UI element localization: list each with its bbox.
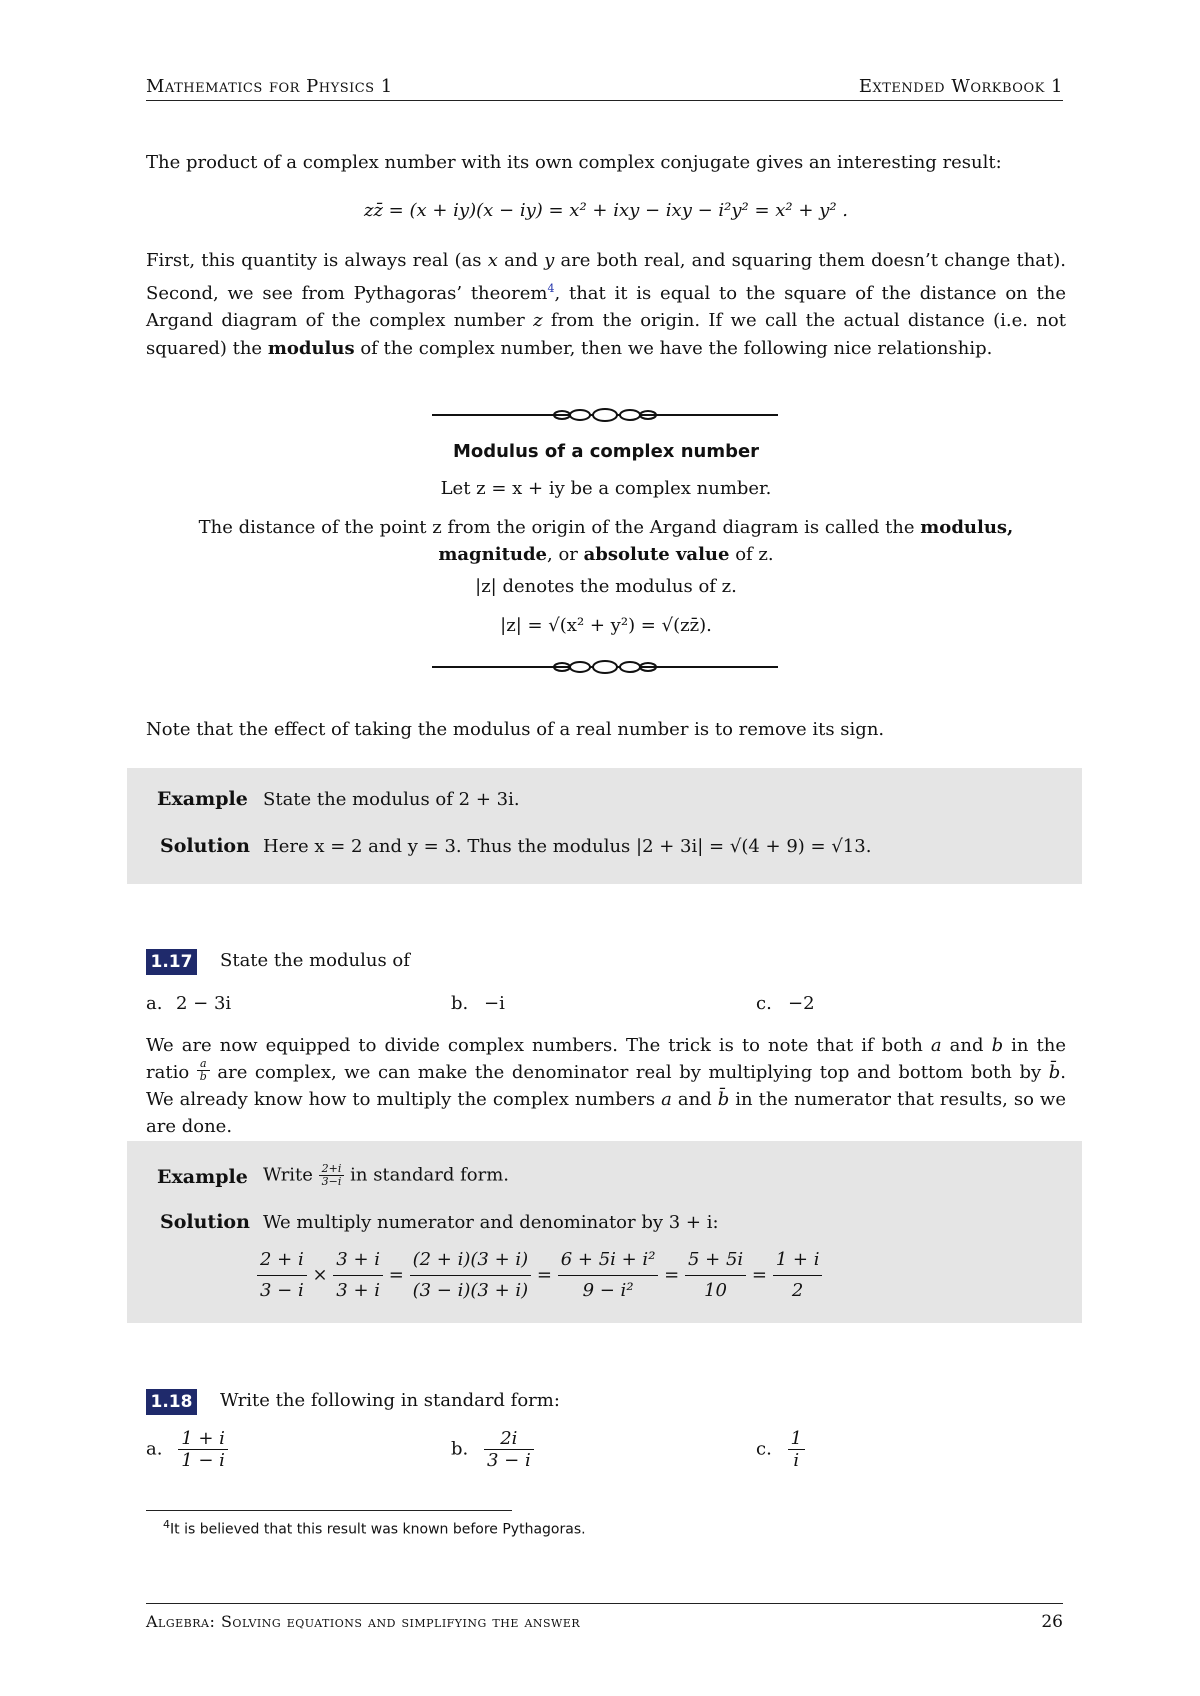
option-c-label: c.	[756, 993, 772, 1014]
definition-line-3: |z| denotes the modulus of z.	[475, 576, 737, 597]
para2-and-2: and	[671, 1089, 718, 1110]
modulus-paragraph	[146, 247, 1066, 362]
option-c-fraction	[788, 1428, 805, 1471]
para1-var-x: x	[487, 250, 498, 271]
frac-2	[333, 1245, 383, 1306]
para2-and: and	[941, 1035, 992, 1056]
ratio-fraction	[197, 1058, 210, 1083]
option-b-label: b.	[451, 993, 469, 1014]
page-number: 26	[1041, 1612, 1063, 1632]
solution-equation	[257, 1245, 822, 1306]
frac-1	[257, 1245, 307, 1306]
example-box-1	[127, 768, 1082, 884]
example-text: State the modulus of 2 + 3i.	[263, 789, 520, 810]
modulus-formula: |z| = √(x² + y²) = √(zz̄).	[500, 615, 712, 636]
example2-pre: Write	[263, 1164, 319, 1186]
frac-4-den: 9 − i²	[582, 1280, 634, 1301]
definition-line-2	[146, 514, 1066, 568]
frac-4-num: 6 + 5i + i²	[558, 1245, 659, 1276]
para1-var-z: z	[533, 310, 543, 331]
def-or: , or	[547, 544, 584, 565]
para2-var-a: a	[930, 1035, 942, 1056]
footnote-mark: 4	[163, 1518, 170, 1531]
para1-text-2: are both real, and squaring them doesn’t change that). Second, we see from Pythagoras’ theorem	[146, 250, 1067, 304]
para1-var-y: y	[544, 250, 555, 271]
example-numerator: 2+i	[319, 1163, 345, 1176]
option-a: 2 − 3i	[176, 993, 232, 1014]
solution-text: We multiply numerator and denominator by 3 + i:	[263, 1212, 719, 1233]
para1-text-5: of the complex number, then we have the following nice relationship.	[354, 337, 993, 359]
solution-label: Solution	[160, 835, 250, 857]
option-b-den: 3 − i	[486, 1450, 531, 1471]
example-fraction	[319, 1163, 345, 1188]
footnote-rule	[146, 1510, 512, 1511]
option-c: −2	[788, 993, 815, 1014]
option-c-den: i	[793, 1450, 800, 1471]
header-rule	[146, 100, 1063, 101]
example-box-2	[127, 1141, 1082, 1323]
option-b	[451, 1428, 534, 1471]
frac-5-den: 10	[704, 1280, 728, 1301]
frac-6	[773, 1245, 823, 1306]
option-a-fraction	[178, 1428, 228, 1471]
frac-4	[558, 1245, 659, 1306]
running-footer-left: Algebra: Solving equations and simplifying the answer	[146, 1612, 581, 1631]
def-of-z: of z.	[729, 544, 774, 565]
frac-1-den: 3 − i	[260, 1280, 304, 1301]
times-sign: ×	[312, 1264, 328, 1286]
definition-title: Modulus of a complex number	[452, 441, 760, 462]
option-c-label: c.	[756, 1438, 772, 1460]
equals-2: =	[536, 1264, 552, 1286]
intro-text: The product of a complex number with its own complex conjugate gives an interesting result:	[146, 152, 1002, 173]
para2-text-3: are complex, we can make the denominator real by multiplying top and bottom both by	[209, 1062, 1049, 1083]
para1-text-4: from the origin. If we call the actual distance (i.e. not squared) the	[146, 310, 1066, 359]
example-denominator: 3−i	[321, 1175, 342, 1188]
footer-rule	[146, 1603, 1063, 1604]
def-term-magnitude: magnitude	[438, 544, 548, 565]
conjugate-equation: zz̄ = (x + iy)(x − iy) = x² + ixy − ixy − i²y² = x² + y² .	[363, 200, 848, 221]
para2-var-b: b	[991, 1035, 1004, 1056]
para2-var-bbar: b̄	[1048, 1062, 1061, 1083]
option-a-label: a.	[146, 1438, 163, 1460]
running-header-right: Extended Workbook 1	[858, 76, 1063, 97]
para2-text-4: . We already know how to multiply the complex numbers	[146, 1062, 1066, 1110]
para2-text-5: in the numerator that results, so we are done.	[146, 1089, 1066, 1137]
example-text	[263, 1163, 509, 1188]
frac-6-num: 1 + i	[773, 1245, 823, 1276]
example-label: Example	[157, 788, 248, 810]
running-header-left: Mathematics for Physics 1	[146, 76, 393, 97]
option-a-label: a.	[146, 993, 163, 1014]
option-b-label: b.	[451, 1438, 469, 1460]
def-term-absolute-value: absolute value	[583, 544, 730, 565]
option-b-fraction	[484, 1428, 534, 1471]
para2-var-a-2: a	[661, 1089, 672, 1110]
option-c	[756, 1428, 805, 1471]
frac-2-num: 3 + i	[333, 1245, 383, 1276]
def-term-modulus: modulus,	[920, 517, 1014, 538]
division-paragraph	[146, 1032, 1066, 1140]
para1-term-modulus: modulus	[267, 337, 355, 359]
question-number: 1.17	[146, 949, 197, 975]
para2-text-2: in the ratio	[146, 1035, 1066, 1083]
def-line2-text: The distance of the point z from the origin of the Argand diagram is called the	[198, 517, 921, 538]
frac-6-den: 2	[791, 1280, 804, 1301]
frac-3-den: (3 − i)(3 + i)	[412, 1280, 529, 1301]
equals-3: =	[664, 1264, 680, 1286]
option-a-den: 1 − i	[181, 1450, 225, 1471]
para1-text-3: , that it is equal to the square of the distance on the Argand diagram of the complex number	[146, 282, 1066, 331]
frac-2-den: 3 + i	[336, 1280, 381, 1301]
option-c-num: 1	[788, 1428, 805, 1450]
frac-5-num: 5 + 5i	[685, 1245, 746, 1276]
example2-post: in standard form.	[344, 1164, 509, 1186]
question-prompt: State the modulus of	[220, 950, 410, 971]
para2-var-bbar-2: b̄	[717, 1089, 730, 1110]
question-prompt: Write the following in standard form:	[220, 1390, 560, 1411]
footnote	[163, 1518, 586, 1538]
ratio-numerator: a	[197, 1058, 210, 1071]
para1-and: and	[497, 250, 545, 271]
option-b-num: 2i	[484, 1428, 534, 1450]
solution-text: Here x = 2 and y = 3. Thus the modulus |2 + 3i| = √(4 + 9) = √13.	[263, 836, 872, 857]
solution-label: Solution	[160, 1211, 250, 1233]
frac-3-num: (2 + i)(3 + i)	[410, 1245, 532, 1276]
question-number: 1.18	[146, 1389, 197, 1415]
equals-4: =	[751, 1264, 767, 1286]
example-label: Example	[157, 1166, 248, 1188]
ornament-divider-top	[432, 408, 778, 422]
definition-line-1: Let z = x + iy be a complex number.	[440, 478, 772, 499]
footnote-text: It is believed that this result was known before Pythagoras.	[170, 1521, 586, 1538]
ratio-denominator: b	[199, 1069, 207, 1083]
frac-3	[410, 1245, 532, 1306]
option-a-num: 1 + i	[178, 1428, 228, 1450]
note-text: Note that the effect of taking the modulus of a real number is to remove its sign.	[146, 719, 885, 740]
option-b: −i	[484, 993, 505, 1014]
frac-5	[685, 1245, 746, 1306]
option-a	[146, 1428, 228, 1471]
para1-text-1: First, this quantity is always real (as	[146, 250, 488, 271]
ornament-divider-bottom	[432, 660, 778, 674]
para2-text-1: We are now equipped to divide complex numbers. The trick is to note that if both	[146, 1035, 931, 1056]
frac-1-num: 2 + i	[257, 1245, 307, 1276]
footnote-link[interactable]: 4	[547, 281, 555, 295]
equals-1: =	[388, 1264, 404, 1286]
